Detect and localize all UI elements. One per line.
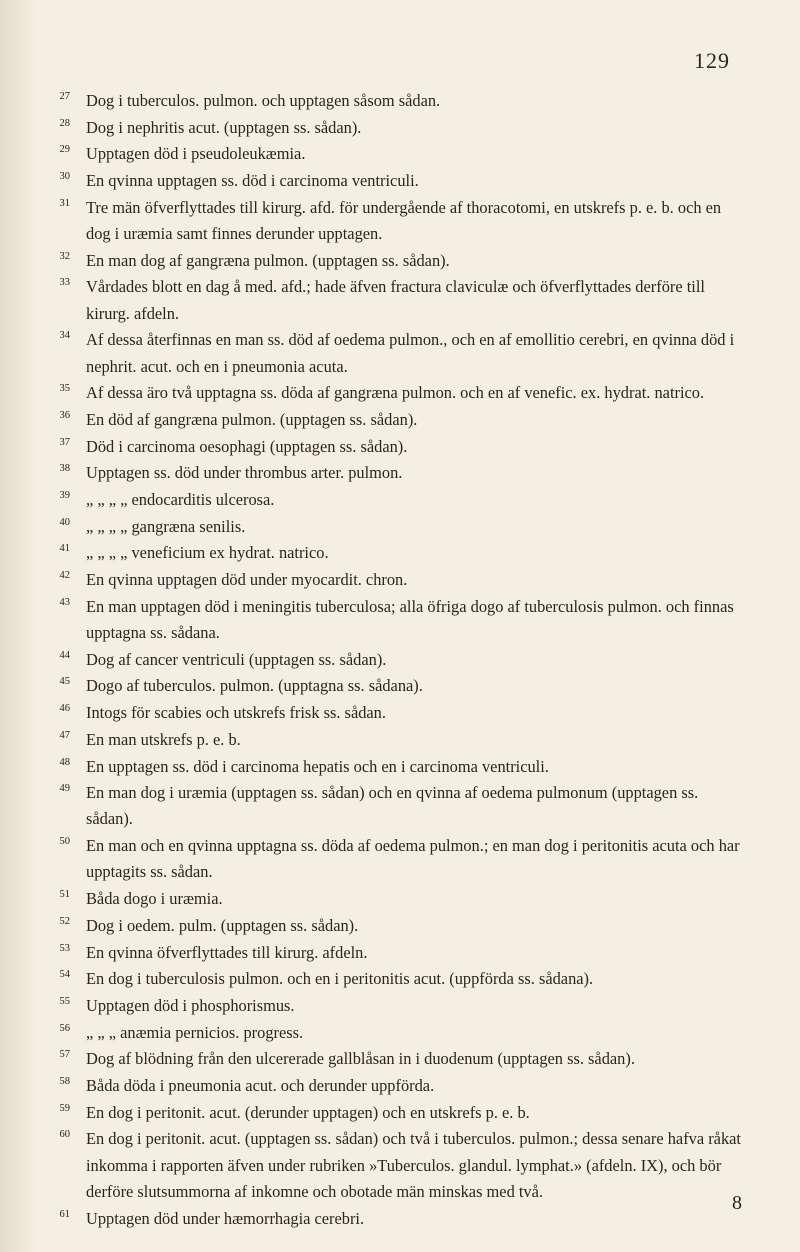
footnote-number: 48 [59, 756, 70, 768]
footnote-text: Död i carcinoma oesophagi (upptagen ss. sådan). [86, 436, 408, 456]
footnote-item [54, 1126, 748, 1205]
footnote-number: 60 [59, 1129, 70, 1141]
footnote-number: 34 [59, 330, 70, 342]
footnote-number: 32 [59, 250, 70, 262]
footnote-text: En man och en qvinna upptagna ss. döda af oedema pulmon.; en man dog i peritonitis acuta och har upptagits ss. sådan. [86, 836, 740, 882]
footnote-text: En dog i peritonit. acut. (derunder upptagen) och en utskrefs p. e. b. [86, 1102, 530, 1122]
footnote-item [54, 1206, 748, 1232]
footnote-text: Dog i oedem. pulm. (upptagen ss. sådan). [86, 915, 359, 935]
footnote-number: 52 [59, 915, 70, 927]
footnote-text: En qvinna öfverflyttades till kirurg. afdeln. [86, 942, 368, 962]
footnote-number: 29 [59, 144, 70, 156]
footnote-item [54, 168, 748, 194]
footnote-number: 61 [59, 1208, 70, 1220]
footnote-item [54, 1100, 748, 1126]
footnote-number: 37 [59, 436, 70, 448]
footnote-number: 47 [59, 729, 70, 741]
footnote-number: 44 [59, 649, 70, 661]
footnote-list [54, 88, 748, 1232]
footnote-item [54, 780, 748, 832]
footnote-item [54, 115, 748, 141]
footnote-item [54, 380, 748, 406]
footnote-text: En upptagen ss. död i carcinoma hepatis och en i carcinoma ventriculi. [86, 756, 549, 776]
footnote-number: 42 [59, 570, 70, 582]
footnote-text: En död af gangræna pulmon. (upptagen ss. sådan). [86, 409, 418, 429]
footnote-text: Dogo af tuberculos. pulmon. (upptagna ss. sådana). [86, 676, 423, 696]
footnote-number: 58 [59, 1076, 70, 1088]
footnote-item [54, 540, 748, 566]
footnote-text: „ „ „ „ endocarditis ulcerosa. [86, 490, 275, 510]
footnote-item [54, 274, 748, 326]
footnote-number: 35 [59, 383, 70, 395]
footnote-text: „ „ „ „ gangræna senilis. [86, 516, 246, 536]
footnote-text: En man utskrefs p. e. b. [86, 729, 241, 749]
footnote-text: Upptagen död i pseudoleukæmia. [86, 144, 306, 164]
footnote-number: 50 [59, 836, 70, 848]
footnote-number: 31 [59, 197, 70, 209]
footnote-item [54, 1046, 748, 1072]
page-number: 129 [694, 48, 730, 73]
footnote-item [54, 434, 748, 460]
footnote-item [54, 647, 748, 673]
footnote-text: Båda döda i pneumonia acut. och derunder uppförda. [86, 1076, 435, 1096]
footnote-number: 38 [59, 463, 70, 475]
footnote-text: En man dog af gangræna pulmon. (upptagen ss. sådan). [86, 250, 450, 270]
footnote-item [54, 327, 748, 379]
footnote-text: En qvinna upptagen ss. död i carcinoma ventriculi. [86, 171, 419, 191]
footnote-number: 33 [59, 277, 70, 289]
footnote-text: Tre män öfverflyttades till kirurg. afd. för undergående af thoracotomi, en utskrefs p. e. b. och en dog i uræmia samt finnes derunder upptagen. [86, 197, 722, 244]
footnote-number: 40 [59, 516, 70, 528]
page-edge-shadow [0, 0, 38, 1252]
footnote-number: 28 [59, 117, 70, 129]
footnote-number: 54 [59, 969, 70, 981]
footnote-text: Upptagen död under hæmorrhagia cerebri. [86, 1208, 365, 1228]
footnote-item [54, 966, 748, 992]
footnote-item [54, 700, 748, 726]
footnote-number: 46 [59, 703, 70, 715]
footnote-item [54, 487, 748, 513]
footnote-number: 45 [59, 676, 70, 688]
footnote-text: En man dog i uræmia (upptagen ss. sådan) och en qvinna af oedema pulmonum (upptagen ss. sådan). [86, 783, 699, 829]
footnote-item [54, 1073, 748, 1099]
footnote-text: Upptagen ss. död under thrombus arter. pulmon. [86, 463, 403, 483]
footnote-item [54, 567, 748, 593]
footnote-item [54, 407, 748, 433]
footnote-text: Af dessa återfinnas en man ss. död af oedema pulmon., och en af emollitio cerebri, en qvinna död i nephrit. acut. och en i pneumonia acuta. [86, 330, 735, 376]
footnote-text: Dog af blödning från den ulcererade gallblåsan in i duodenum (upptagen ss. sådan). [86, 1049, 635, 1069]
footnote-text: „ „ „ „ veneficium ex hydrat. natrico. [86, 543, 329, 563]
footnote-item [54, 833, 748, 885]
footnote-number: 39 [59, 490, 70, 502]
footnote-item [54, 195, 748, 247]
footnote-number: 55 [59, 995, 70, 1007]
footnote-number: 49 [59, 783, 70, 795]
footnote-text: Dog i tuberculos. pulmon. och upptagen såsom sådan. [86, 91, 441, 110]
footnote-text: Dog i nephritis acut. (upptagen ss. sådan). [86, 117, 362, 137]
footnote-item [54, 940, 748, 966]
footnote-text: Vårdades blott en dag å med. afd.; hade äfven fractura claviculæ och öfverflyttades derföre till kirurg. afdeln. [86, 277, 705, 323]
footnote-text: Intogs för scabies och utskrefs frisk ss. sådan. [86, 703, 386, 723]
footnote-text: Båda dogo i uræmia. [86, 889, 223, 909]
footnote-item [54, 88, 748, 114]
footnote-number: 51 [59, 889, 70, 901]
footnote-text: Dog af cancer ventriculi (upptagen ss. sådan). [86, 649, 387, 669]
footnote-item [54, 727, 748, 753]
footnote-text: „ „ „ anæmia pernicios. progress. [86, 1022, 304, 1042]
footnote-number: 56 [59, 1022, 70, 1034]
footnote-number: 36 [59, 409, 70, 421]
footnote-number: 59 [59, 1102, 70, 1114]
signature-mark: 8 [732, 1192, 742, 1214]
footnote-item [54, 248, 748, 274]
footnote-number: 30 [59, 171, 70, 183]
footnote-number: 41 [59, 543, 70, 555]
footnote-number: 57 [59, 1049, 70, 1061]
footnote-item [54, 754, 748, 780]
footnote-item [54, 673, 748, 699]
footnote-item [54, 886, 748, 912]
footnote-number: 53 [59, 942, 70, 954]
footnote-text: En man upptagen död i meningitis tuberculosa; alla öfriga dogo af tuberculosis pulmon. och finnas upptagna ss. sådana. [86, 596, 734, 643]
footnote-item [54, 141, 748, 167]
footnote-text: Upptagen död i phosphorismus. [86, 995, 295, 1015]
footnote-item [54, 594, 748, 646]
footnote-item [54, 1020, 748, 1046]
footnote-number: 43 [59, 596, 70, 608]
footnote-text: Af dessa äro två upptagna ss. döda af gangræna pulmon. och en af venefic. ex. hydrat. natrico. [86, 383, 705, 403]
footnote-item [54, 514, 748, 540]
footnote-item [54, 460, 748, 486]
footnote-item [54, 993, 748, 1019]
footnote-item [54, 913, 748, 939]
footnote-text: En dog i tuberculosis pulmon. och en i peritonitis acut. (uppförda ss. sådana). [86, 969, 594, 989]
footnote-number: 27 [59, 91, 70, 102]
footnote-text: En dog i peritonit. acut. (upptagen ss. sådan) och två i tuberculos. pulmon.; dessa senare hafva råkat inkomma i rapporten äfven under rubriken »Tuberculos. glandul. lymphat.» (afdeln. IX), och bör derföre slutsummorna af inkomne och obotade män minskas med två. [86, 1129, 741, 1201]
footnote-text: En qvinna upptagen död under myocardit. chron. [86, 570, 408, 590]
